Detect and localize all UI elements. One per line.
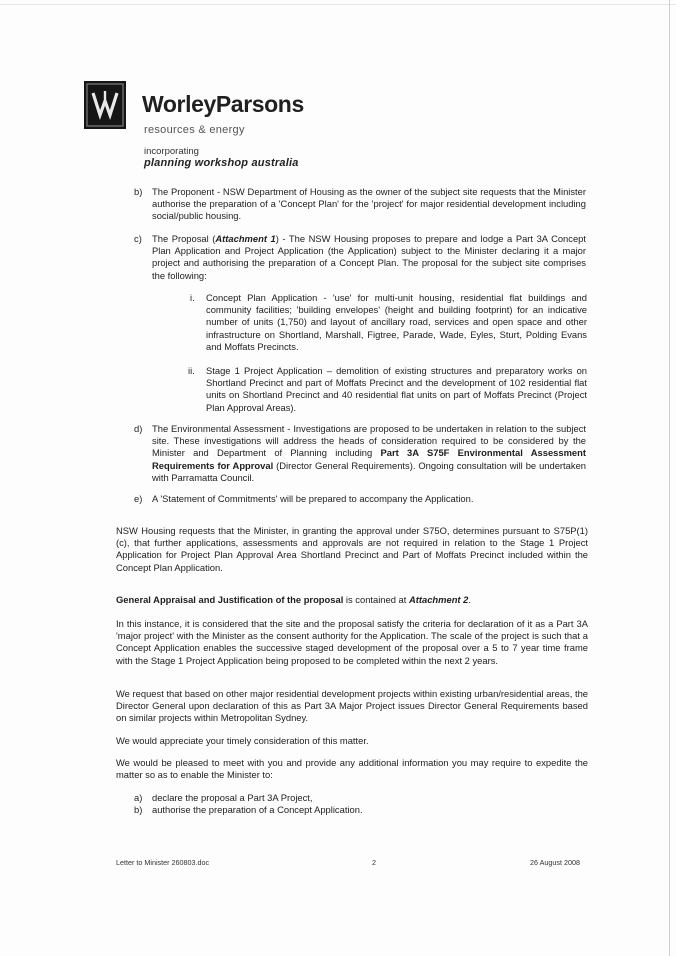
attachment-2-ref: Attachment 2 xyxy=(408,594,469,605)
list-marker-c: c) xyxy=(134,233,142,244)
footer-date: 26 August 2008 xyxy=(530,858,580,867)
list-item-proposal: The Proposal (Attachment 1) - The NSW Housing proposes to prepare and lodge a Part 3A Concept Plan Application and Project Application (the Application) subject to the Minister declaring it a major project and authorising the preparation of a Concept Plan. The proposal for the subject site comprises the following: xyxy=(152,233,586,281)
logo-mark-icon xyxy=(84,81,126,129)
paragraph-instance: In this instance, it is considered that the site and the proposal satisfy the criteria for declaration of it as a Part 3A 'major project' with the Minister as the consent authority for the Application. The scale of the project is such that a Concept Application enables the successive staged development of the proposal over a 5 to 7 year time frame with the Stage 1 Project Application being proposed to be completed within the next 2 years. xyxy=(116,618,588,666)
scan-edge-top xyxy=(0,4,676,5)
company-name: WorleyParsons xyxy=(142,91,304,117)
attachment-1-ref: Attachment 1 xyxy=(215,233,276,244)
incorporating-label: incorporating xyxy=(144,146,199,157)
list-item-authorise: authorise the preparation of a Concept Application. xyxy=(152,804,363,815)
subsidiary-name: planning workshop australia xyxy=(144,157,299,169)
list-marker-ci: i. xyxy=(190,292,195,303)
list-item-stage1: Stage 1 Project Application – demolition of existing structures and preparatory works on Shortland Precinct and part of Moffats Precinct and the development of 102 residential flat units on Shortland Precinct and 40 residential flat units on part of Moffats Precinct (Project Plan Approval Areas). xyxy=(206,365,587,413)
scan-edge-right xyxy=(669,0,670,956)
company-logo xyxy=(84,81,126,129)
footer-filename: Letter to Minister 260803.doc xyxy=(116,858,210,867)
paragraph-based: We request that based on other major residential development projects within existing urban/residential areas, the Director General upon declaration of this as Part 3A Major Project issues Director General Requirements based on similar projects within Metropolitan Sydney. xyxy=(116,688,588,724)
paragraph-request: NSW Housing requests that the Minister, in granting the approval under S75O, determines pursuant to S75P(1)(c), that further applications, assessments and approvals are not required in relation to the Stage 1 Project Application for Project Plan Approval Area Shortland Precinct and Part of Moffats Precinct included within the Concept Plan Application. xyxy=(116,525,588,573)
list-marker-cii: ii. xyxy=(188,365,195,376)
list-item-declare: declare the proposal a Part 3A Project, xyxy=(152,792,313,803)
list-item-commitments: A 'Statement of Commitments' will be prepared to accompany the Application. xyxy=(152,493,474,504)
list-marker-d: d) xyxy=(134,423,143,434)
company-tagline: resources & energy xyxy=(144,124,245,136)
paragraph-pleased: We would be pleased to meet with you and provide any additional information you may require to expedite the matter so as to enable the Minister to: xyxy=(116,757,588,781)
requirements-ref: Part 3A S75F Environmental Assessment Requirements for Approval xyxy=(152,447,586,471)
list-marker-b: b) xyxy=(134,186,143,197)
section-heading: General Appraisal and Justification of the proposal is contained at Attachment 2. xyxy=(116,594,471,605)
list-item-concept-plan: Concept Plan Application - 'use' for multi-unit housing, residential flat buildings and community facilities; 'building envelopes' (height and building footprint) for an indicative number of units (1,750) and layout of ancillary road, services and open space and other infrastructure on Shortland, Marshall, Figtree, Parade, Wade, Eyles, Sturt, Polding Evans and Moffats Precincts. xyxy=(206,292,587,352)
footer-page-number: 2 xyxy=(372,858,376,867)
list-item-proponent: The Proponent - NSW Department of Housing as the owner of the subject site requests that the Minister authorise the preparation of a 'Concept Plan' for the 'project' for major residential development including social/public housing. xyxy=(152,186,586,222)
list-marker-a2: a) xyxy=(134,792,143,803)
list-marker-e: e) xyxy=(134,493,143,504)
paragraph-appreciate: We would appreciate your timely consideration of this matter. xyxy=(116,735,369,746)
list-item-environmental: The Environmental Assessment - Investigations are proposed to be undertaken in relation to the subject site. These investigations will address the heads of consideration required to be considered by the Minister and Department of Planning including Part 3A S75F Environmental Assessment Requirements for Approval (Director General Requirements). Ongoing consultation will be undertaken with Parramatta Council. xyxy=(152,423,586,483)
list-marker-b2: b) xyxy=(134,804,143,815)
